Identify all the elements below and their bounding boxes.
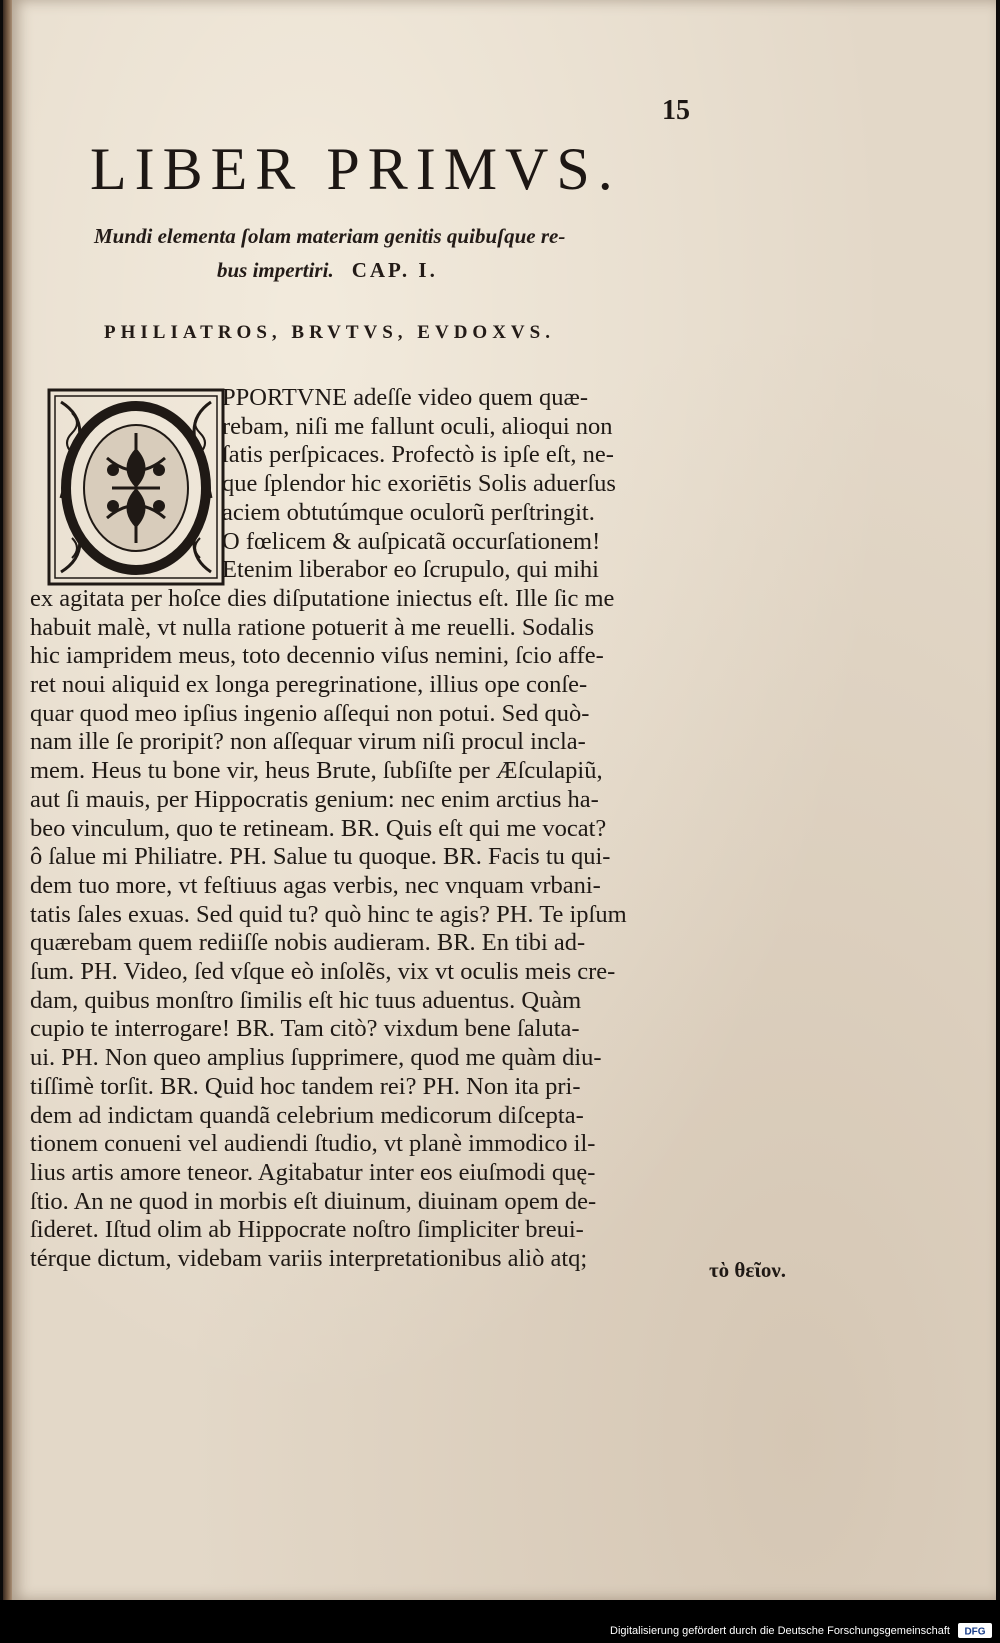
body-line: quærebam quem rediiſſe nobis audieram. BR. En tibi ad- bbox=[30, 929, 586, 957]
chapter-number: CAP. I. bbox=[351, 258, 438, 282]
body-line: que ſplendor hic exoriētis Solis aduerſus bbox=[222, 470, 616, 498]
body-line: lius artis amore teneor. Agitabatur inter eos eiuſmodi quę- bbox=[30, 1158, 596, 1186]
body-line: ſatis perſpicaces. Profectò is ipſe eſt, ne- bbox=[222, 441, 614, 469]
body-line: aut ſi mauis, per Hippocratis genium: nec enim arctius ha- bbox=[30, 785, 599, 813]
body-line: habuit malè, vt nulla ratione potuerit à me reuelli. Sodalis bbox=[30, 613, 595, 641]
svg-text:DFG: DFG bbox=[964, 1626, 986, 1638]
book-page bbox=[12, 0, 996, 1600]
body-line: mem. Heus tu bone vir, heus Brute, ſubſiſte per Æſculapiũ, bbox=[30, 757, 603, 785]
body-line: ex agitata per hoſce dies diſputatione iniectus eſt. Ille ſic me bbox=[30, 584, 615, 612]
margin-note: τὸ θεῖον. bbox=[709, 1258, 787, 1282]
body-line: tatis ſales exuas. Sed quid tu? quò hinc te agis? PH. Te ipſum bbox=[30, 900, 627, 928]
body-line: O fœlicem & auſpicatã occurſationem! bbox=[222, 527, 601, 555]
digitization-credit: Digitalisierung gefördert durch die Deutsche Forschungsgemeinschaft bbox=[610, 1625, 950, 1637]
body-line: ô ſalue mi Philiatre. PH. Salue tu quoque. BR. Facis tu qui- bbox=[30, 843, 611, 871]
body-line: ſum. PH. Video, ſed vſque eò inſolẽs, vix vt oculis meis cre- bbox=[30, 958, 616, 985]
body-line: ret noui aliquid ex longa peregrinatione, illius ope conſe- bbox=[30, 671, 588, 698]
dfg-logo-icon bbox=[958, 1623, 992, 1638]
body-line: dem ad indictam quandã celebrium medicorum diſcepta- bbox=[30, 1101, 584, 1129]
body-line: PPORTVNE adeſſe video quem quæ- bbox=[222, 384, 588, 411]
body-line: rebam, niſi me fallunt oculi, alioqui non bbox=[222, 412, 613, 440]
body-line: tiſſimè torſit. BR. Quid hoc tandem rei? PH. Non ita pri- bbox=[30, 1072, 581, 1100]
chapter-heading-line-1: Mundi elementa ſolam materiam genitis quibuſque re- bbox=[94, 224, 566, 248]
speaker-list: PHILIATROS, BRVTVS, EVDOXVS. bbox=[104, 322, 555, 343]
body-line: cupio te interrogare! BR. Tam citò? vixdum bene ſaluta- bbox=[30, 1015, 580, 1043]
body-line: aciem obtutúmque oculorũ perſtringit. bbox=[222, 498, 595, 526]
footer-bar bbox=[0, 1600, 1000, 1643]
body-line: nam ille ſe proripit? non aſſequar virum niſi procul incla- bbox=[30, 728, 586, 756]
body-line: quar quod meo ipſius ingenio aſſequi non potui. Sed quò- bbox=[30, 699, 590, 727]
body-line: dam, quibus monſtro ſimilis eſt hic tuus aduentus. Quàm bbox=[30, 986, 582, 1014]
body-line: hic iampridem meus, toto decennio viſus nemini, ſcio affe- bbox=[30, 642, 604, 670]
page-number: 15 bbox=[662, 95, 690, 126]
body-line: dem tuo more, vt feſtiuus agas verbis, nec vnquam vrbani- bbox=[30, 871, 601, 899]
body-line: térque dictum, videbam variis interpretationibus aliò atq; bbox=[30, 1245, 588, 1272]
decorated-initial-o-ornament bbox=[47, 388, 225, 586]
body-line: beo vinculum, quo te retineam. BR. Quis eſt qui me vocat? bbox=[30, 814, 607, 842]
chapter-heading-text: bus impertiri. bbox=[217, 258, 334, 282]
chapter-heading-line-2 bbox=[217, 258, 438, 283]
body-line: Etenim liberabor eo ſcrupulo, qui mihi bbox=[222, 556, 599, 584]
body-line: ſtio. An ne quod in morbis eſt diuinum, diuinam opem de- bbox=[30, 1187, 597, 1215]
page-title: LIBER PRIMVS. bbox=[90, 136, 621, 202]
body-line: ui. PH. Non queo amplius ſupprimere, quod me quàm diu- bbox=[30, 1044, 602, 1072]
body-line: tionem conueni vel audiendi ſtudio, vt planè immodico il- bbox=[30, 1130, 596, 1158]
body-line: ſideret. Iſtud olim ab Hippocrate noſtro ſimpliciter breui- bbox=[30, 1216, 584, 1244]
